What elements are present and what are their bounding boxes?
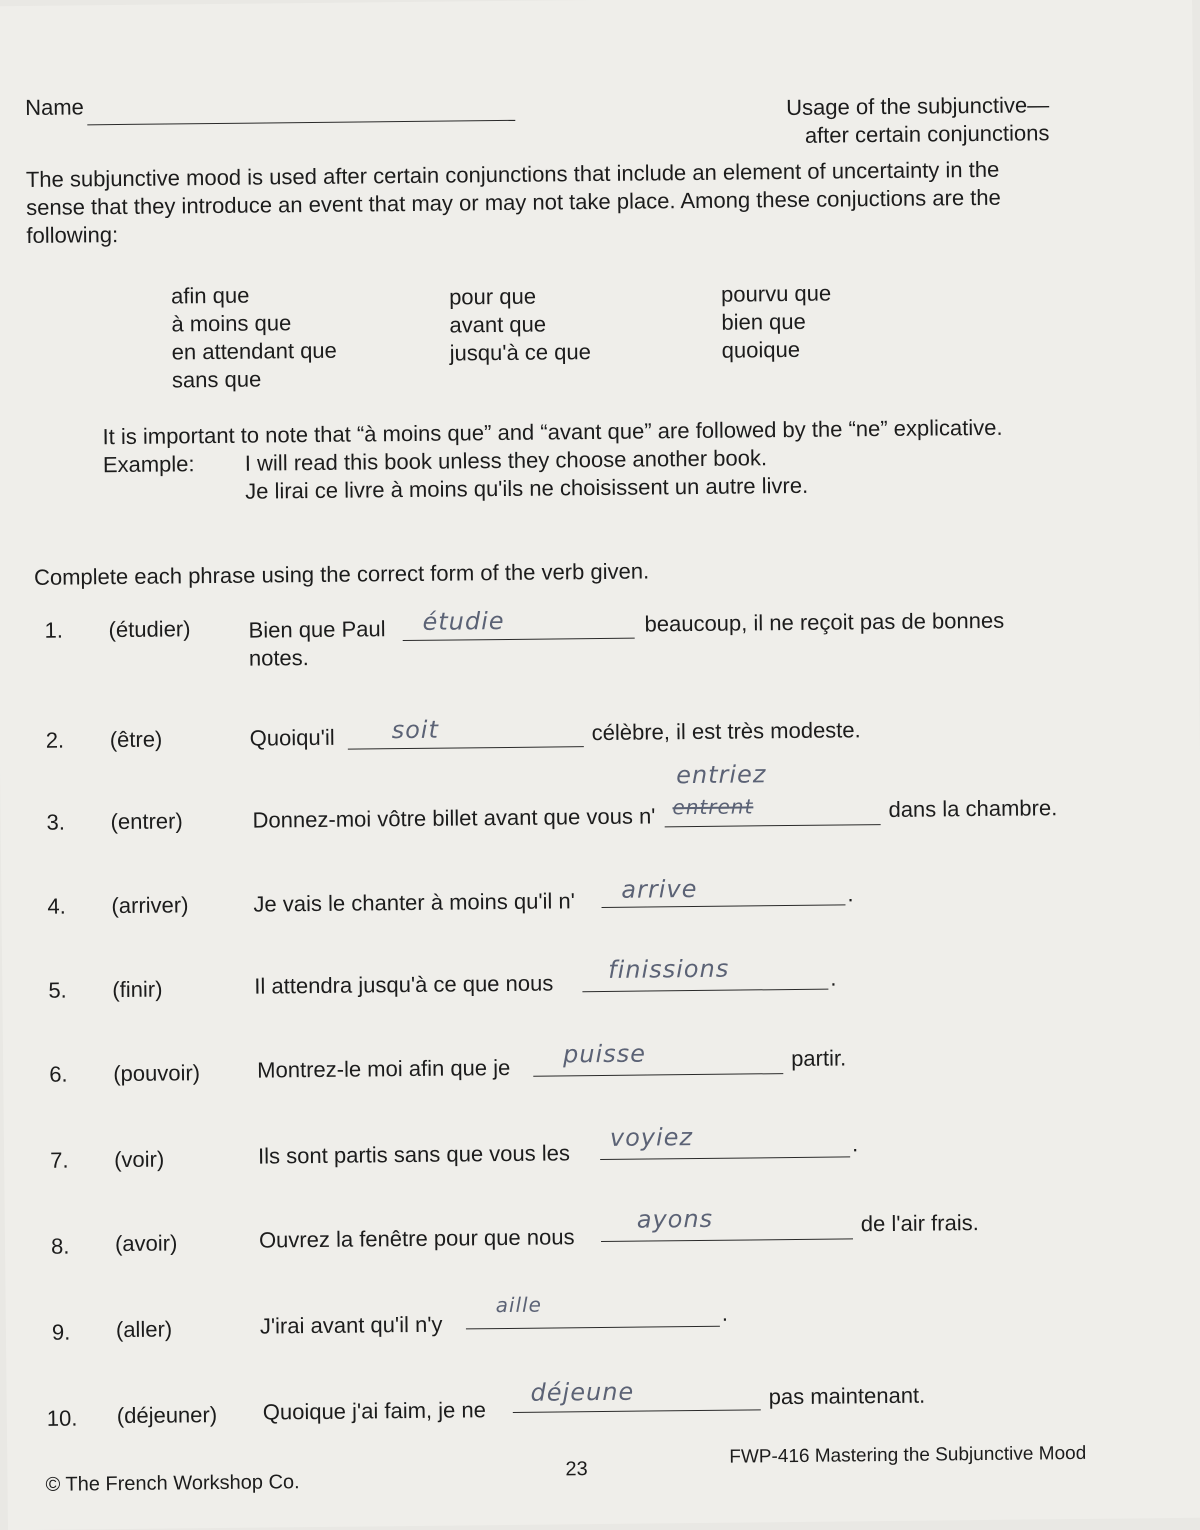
sentence-before: Bien que Paul [248,616,386,643]
sentence-after: . [830,965,837,991]
sentence-after: de l'air frais. [860,1210,979,1237]
sentence-after: . [847,881,854,907]
sentence-after: partir. [790,1045,847,1072]
exercise-verb: (être) [109,726,163,753]
conjunction-column-1 [171,281,337,395]
exercise-number: 2. [45,727,65,753]
exercise-verb: (entrer) [110,808,183,835]
conjunction-column-3 [721,280,832,365]
answer-blank-line [601,1237,853,1242]
answer-blank-line [582,988,828,993]
handwritten-answer[interactable]: arrive [621,874,698,904]
conjunction-column-2 [449,282,591,367]
intro-line-3: following: [26,222,119,248]
sentence-after: pas maintenant. [768,1382,926,1410]
crossed-out-answer: entrent [672,794,754,820]
conjunction-item: pourvu que [720,280,832,307]
sentence-after: . [851,1131,859,1157]
exercise-number: 7. [50,1147,69,1173]
exercise-number: 4. [47,893,66,919]
exercise-verb: (déjeuner) [116,1402,218,1429]
sentence-before: Ils sont partis sans que vous les [257,1140,571,1169]
answer-blank-line [665,823,881,827]
exercise-number: 1. [44,617,64,643]
conjunction-item: à moins que [171,310,292,337]
exercise-verb: (avoir) [114,1230,178,1257]
sentence-before: Je vais le chanter à moins qu'il n' [253,888,576,917]
exercise-number: 8. [50,1233,70,1259]
sentence-before: Quoiqu'il [249,724,335,751]
exercise-verb: (finir) [112,976,163,1003]
title-line-2: after certain conjunctions [804,120,1050,148]
handwritten-answer[interactable]: voyiez [609,1123,694,1152]
handwritten-answer[interactable]: étudie [422,606,505,636]
sentence-after: beaucoup, il ne reçoit pas de bonnes [644,607,1005,637]
conjunction-item: jusqu'à ce que [449,339,592,366]
sentence-after: . [721,1300,729,1326]
handwritten-answer[interactable]: puisse [562,1039,647,1069]
exercise-verb: (aller) [115,1316,173,1343]
handwritten-answer[interactable]: ayons [636,1204,714,1234]
exercise-number: 6. [49,1061,68,1087]
answer-blank-line [602,903,846,908]
handwritten-answer[interactable]: aille [495,1292,543,1318]
exercise-verb: (pouvoir) [113,1060,201,1087]
conjunction-item: avant que [449,311,547,338]
exercise-verb: (voir) [114,1146,165,1173]
exercise-number: 3. [46,809,66,835]
answer-blank-line [466,1325,720,1330]
conjunction-item: sans que [171,366,262,393]
answer-blank-line [348,745,584,749]
handwritten-answer[interactable]: entriez [675,760,767,790]
handwritten-answer[interactable]: déjeune [530,1377,635,1407]
sentence-before: J'irai avant qu'il n'y [259,1311,443,1339]
conjunction-item: pour que [448,283,537,310]
sentence-before: Il attendra jusqu'à ce que nous [254,970,554,999]
name-label: Name [24,94,84,120]
sentence-before: Ouvrez la fenêtre pour que nous [258,1224,575,1253]
answer-blank-line [513,1408,761,1413]
answer-blank-line [403,637,635,641]
sentence-before: Montrez-le moi afin que je [257,1054,511,1083]
name-blank-line [87,119,515,125]
example-french: Je lirai ce livre à moins qu'ils ne choisissent un autre livre. [245,472,809,504]
sentence-after: célèbre, il est très modeste. [591,717,861,746]
exercise-number: 5. [48,977,67,1003]
exercise-verb: (étudier) [108,616,191,643]
copyright-notice: © The French Workshop Co. [45,1471,300,1496]
example-label: Example: [102,451,195,478]
conjunction-item: bien que [721,308,806,335]
conjunction-item: afin que [170,282,250,309]
intro-line-2: sense that they introduce an event that may or may not take place. Among these conjuctions are the [26,184,1001,220]
handwritten-answer[interactable]: soit [391,715,440,745]
handwritten-answer[interactable]: finissions [608,954,730,984]
series-title: FWP-416 Mastering the Subjunctive Mood [729,1442,1087,1468]
conjunction-item: en attendant que [171,337,337,365]
exercise-verb: (arriver) [111,892,189,919]
sentence-continuation: notes. [248,645,309,671]
title-line-1: Usage of the subjunctive— [786,92,1050,121]
worksheet-title [773,91,1050,150]
answer-blank-line [533,1072,783,1077]
sentence-before: Donnez-moi vôtre billet avant que vous n' [252,803,656,833]
intro-line-1: The subjunctive mood is used after certain conjunctions that include an element of uncertainty in the [25,156,1000,192]
ne-explicative-note: It is important to note that “à moins que” and “avant que” are followed by the “ne” explicative. [102,414,1003,450]
intro-paragraph [26,155,1067,250]
exercise-number: 9. [51,1319,71,1345]
answer-blank-line [600,1155,850,1160]
sentence-before: Quoique j'ai faim, je ne [262,1397,487,1425]
sentence-after: dans la chambre. [888,795,1058,822]
instructions: Complete each phrase using the correct form of the verb given. [33,558,650,590]
conjunction-item: quoique [721,336,801,363]
exercise-number: 10. [46,1405,78,1431]
example-english: I will read this book unless they choose another book. [244,445,768,476]
page-number: 23 [565,1458,588,1481]
